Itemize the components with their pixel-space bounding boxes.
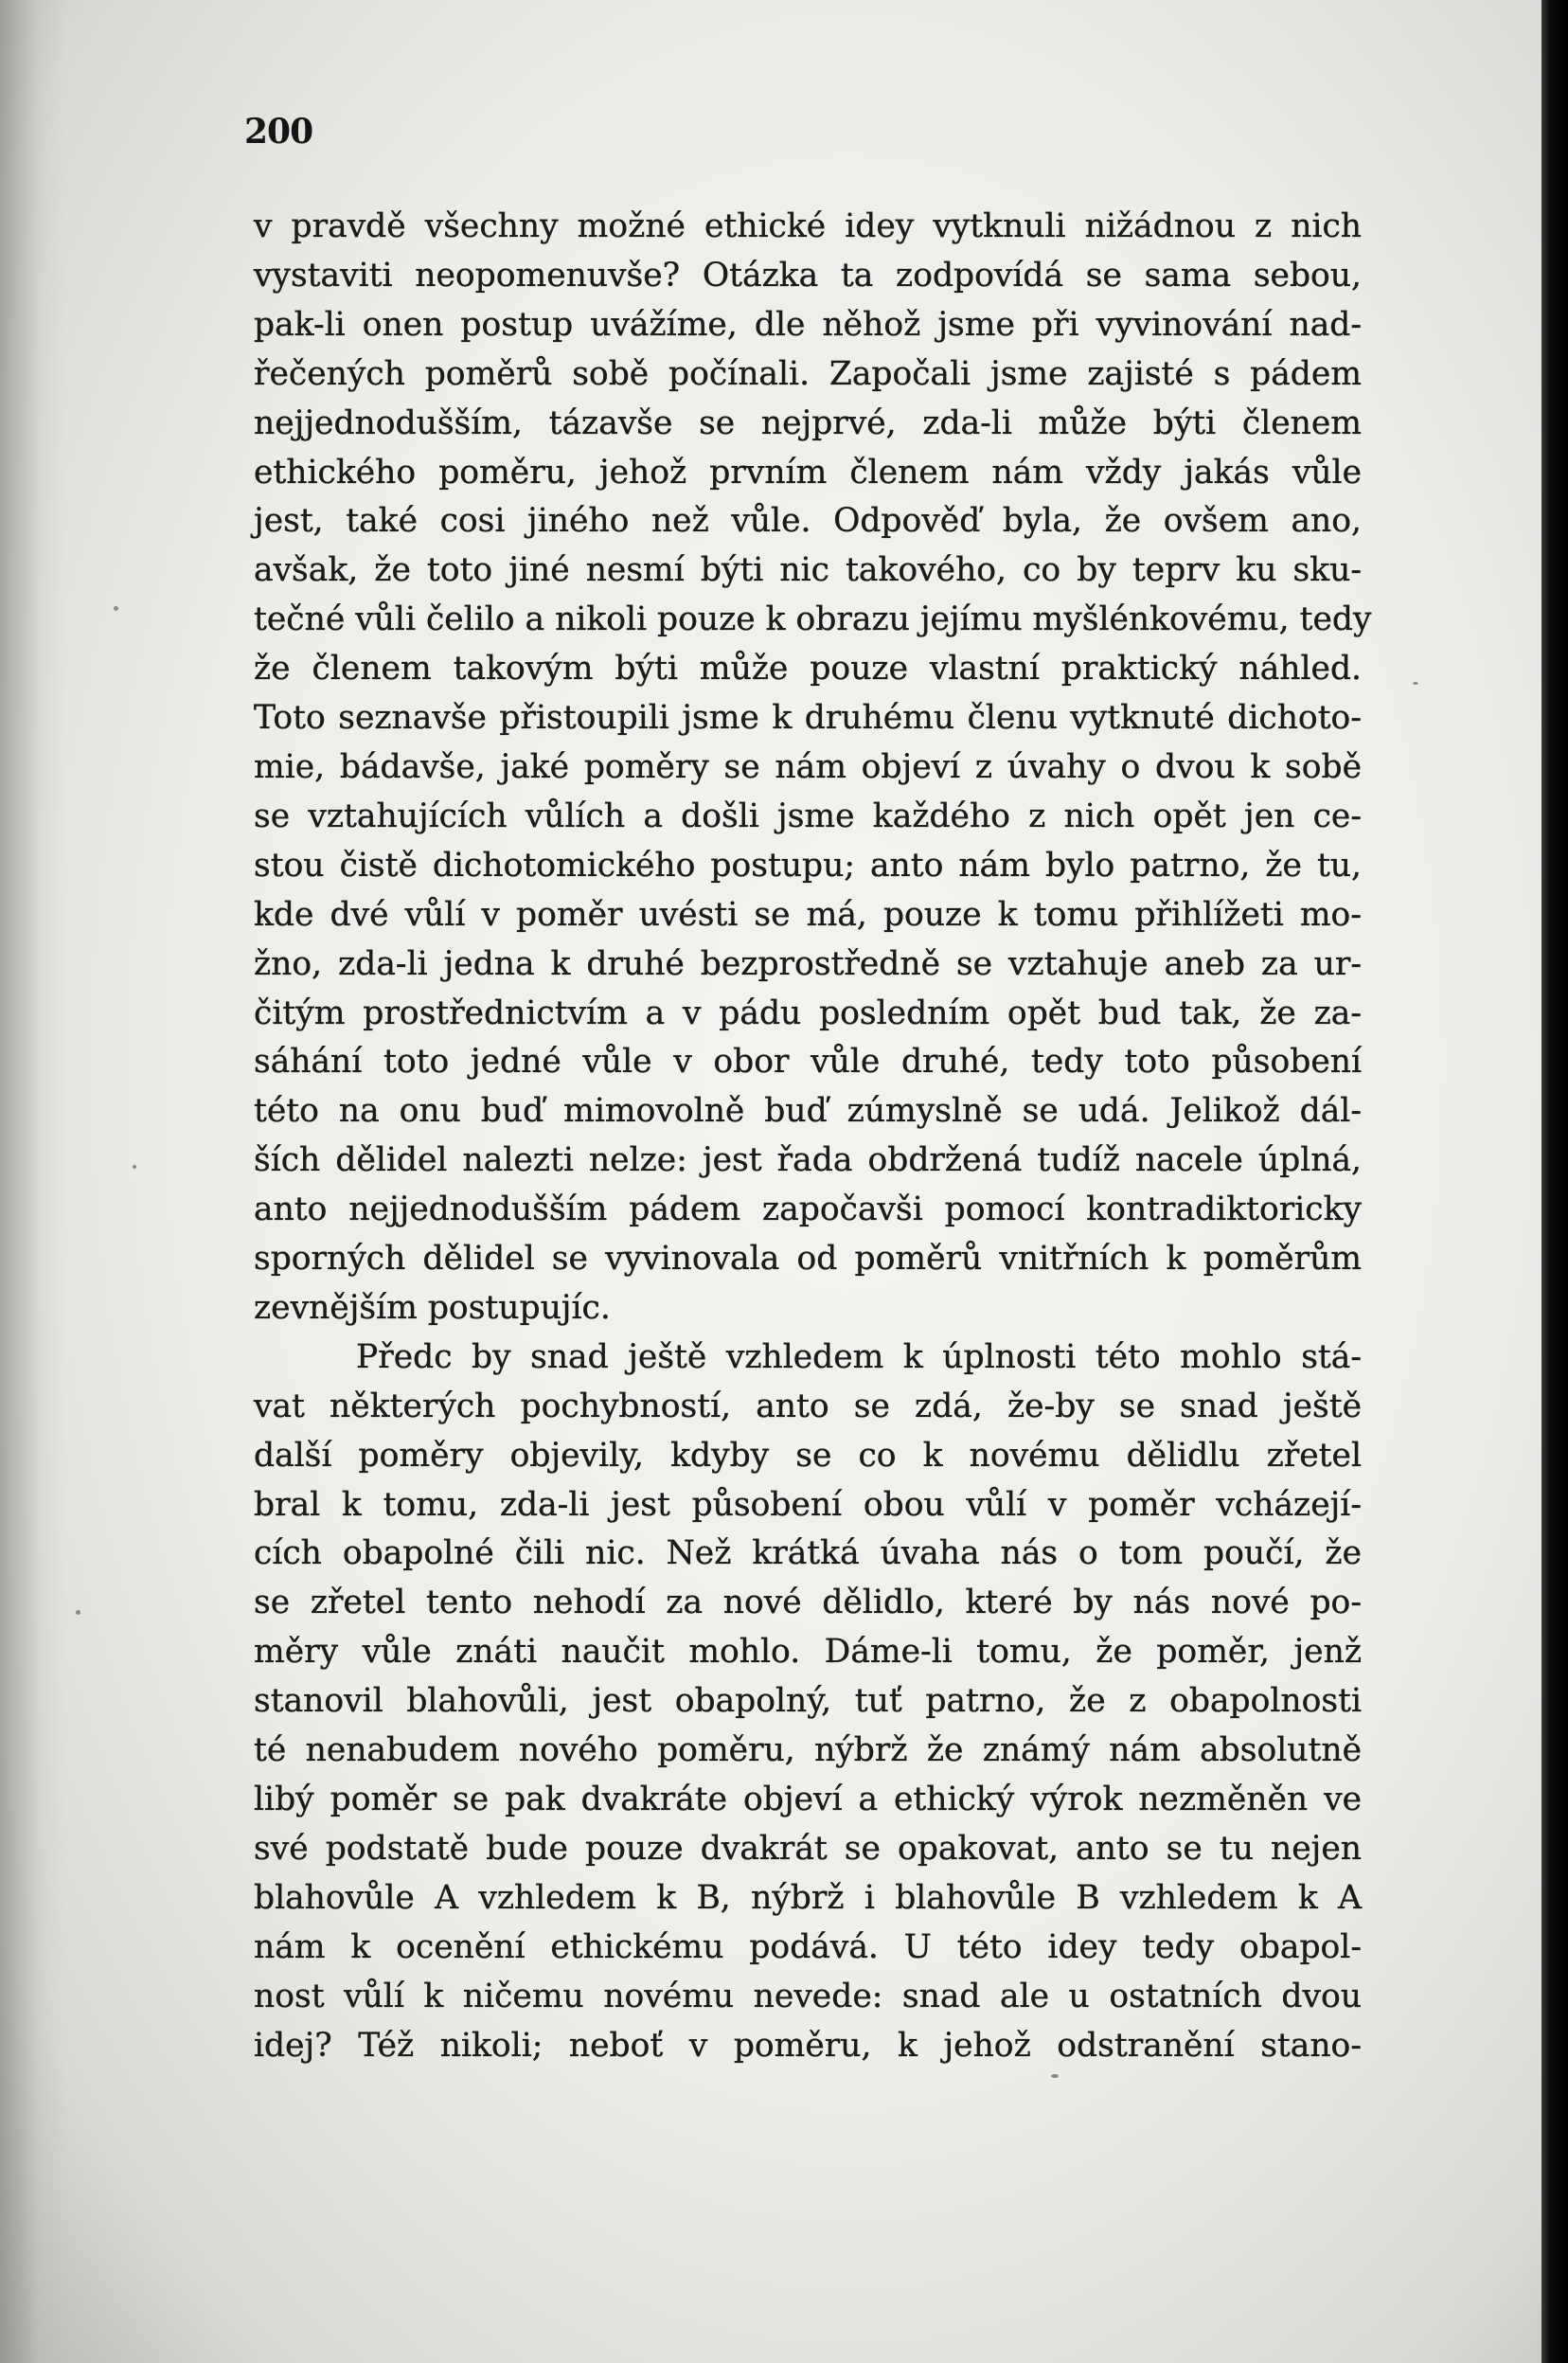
text-line: té nenabudem nového poměru, nýbrž že známý nám absolutně xyxy=(254,1731,1362,1770)
text-line: libý poměr se pak dvakráte objeví a ethický výrok nezměněn ve xyxy=(254,1781,1362,1818)
text-line: pak-li onen postup uvážíme, dle něhož jsme při vyvinování nad- xyxy=(254,305,1362,344)
body-text xyxy=(254,203,1372,2070)
text-line: vat některých pochybností, anto se zdá, že-by se snad ještě xyxy=(254,1387,1362,1425)
book-spine-edge xyxy=(1541,0,1568,2363)
text-line: této na onu buď mimovolně buď zúmyslně se udá. Jelikož dál- xyxy=(254,1092,1362,1131)
paper-speck xyxy=(1413,682,1418,685)
text-line: další poměry objevily, kdyby se co k novému dělidlu zřetel xyxy=(254,1436,1362,1475)
text-line: jest, také cosi jiného než vůle. Odpověď byla, že ovšem ano, xyxy=(254,502,1362,541)
text-line: ších dělidel nalezti nelze: jest řada obdržená tudíž nacele úplná, xyxy=(254,1141,1362,1180)
text-line: čitým prostřednictvím a v pádu posledním opět bud tak, že za- xyxy=(254,994,1362,1032)
text-line: nost vůlí k ničemu novému nevede: snad ale u ostatních dvou xyxy=(254,1977,1362,2015)
text-line: bral k tomu, zda-li jest působení obou vůlí v poměr vcházejí- xyxy=(254,1485,1362,1524)
text-line: cích obapolné čili nic. Než krátká úvaha nás o tom poučí, že xyxy=(254,1534,1362,1573)
paper-speck xyxy=(1051,2074,1059,2078)
paper-speck xyxy=(133,1165,136,1169)
left-shadow xyxy=(0,0,66,2363)
text-line: vystaviti neopomenuvše? Otázka ta zodpovídá se sama sebou, xyxy=(254,256,1362,295)
text-line: sporných dělidel se vyvinovala od poměrů vnitřních k poměrům xyxy=(254,1240,1362,1279)
page-number: 200 xyxy=(244,112,313,152)
paper-speck xyxy=(114,606,118,611)
text-line: měry vůle znáti naučit mohlo. Dáme-li tomu, že poměr, jenž xyxy=(254,1633,1362,1672)
text-line: anto nejjednodušším pádem započavši pomocí kontradiktoricky xyxy=(254,1190,1362,1229)
text-line: nám k ocenění ethickému podává. U této idey tedy obapol- xyxy=(254,1927,1362,1966)
text-line: řečených poměrů sobě počínali. Započali jsme zajisté s pádem xyxy=(254,354,1362,393)
text-line: žno, zda-li jedna k druhé bezprostředně se vztahuje aneb za ur- xyxy=(254,944,1362,983)
text-line: nejjednodušším, tázavše se nejprvé, zda-li může býti členem xyxy=(254,403,1362,442)
text-line: stou čistě dichotomického postupu; anto nám bylo patrno, že tu, xyxy=(254,846,1362,885)
text-line: idej? Též nikoli; neboť v poměru, k jehož odstranění stano- xyxy=(254,2026,1362,2065)
text-line: tečné vůli čelilo a nikoli pouze k obrazu jejímu myšlénkovému, tedy xyxy=(254,600,1372,639)
paper-speck xyxy=(76,1610,80,1615)
text-line: se zřetel tento nehodí za nové dělidlo, které by nás nové po- xyxy=(254,1584,1362,1622)
text-line: avšak, že toto jiné nesmí býti nic takového, co by teprv ku sku- xyxy=(254,551,1362,590)
text-line: stanovil blahovůli, jest obapolný, tuť patrno, že z obapolnosti xyxy=(254,1682,1362,1721)
text-line: kde dvé vůlí v poměr uvésti se má, pouze k tomu přihlížeti mo- xyxy=(254,895,1362,934)
text-line: se vztahujících vůlích a došli jsme každého z nich opět jen ce- xyxy=(254,797,1362,835)
text-line: své podstatě bude pouze dvakrát se opakovat, anto se tu nejen xyxy=(254,1829,1362,1868)
text-line: blahovůle A vzhledem k B, nýbrž i blahovůle B vzhledem k A xyxy=(254,1878,1362,1917)
text-line: mie, bádavše, jaké poměry se nám objeví z úvahy o dvou k sobě xyxy=(254,747,1362,786)
text-line: ethického poměru, jehož prvním členem nám vždy jakás vůle xyxy=(254,453,1362,492)
text-line: že členem takovým býti může pouze vlastní praktický náhled. xyxy=(254,650,1362,689)
text-line: v pravdě všechny možné ethické idey vytknuli nižádnou z nich xyxy=(254,207,1362,245)
text-line: zevnějším postupujíc. xyxy=(254,1288,611,1327)
text-line: Toto seznavše přistoupili jsme k druhému členu vytknuté dichoto- xyxy=(254,699,1362,738)
text-line: Předc by snad ještě vzhledem k úplnosti této mohlo stá- xyxy=(356,1337,1362,1376)
text-line: sáhání toto jedné vůle v obor vůle druhé, tedy toto působení xyxy=(254,1043,1362,1082)
